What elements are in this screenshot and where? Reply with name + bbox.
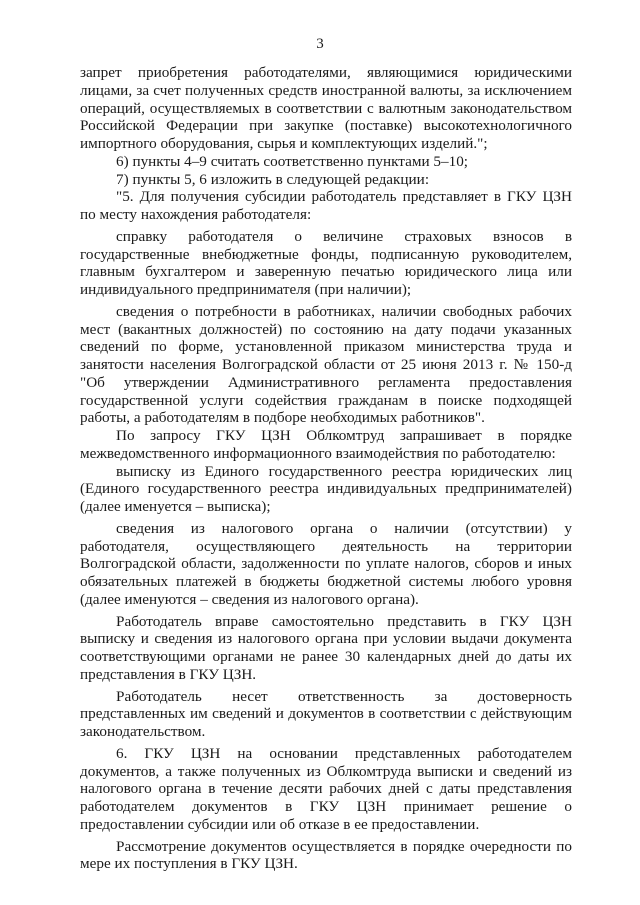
paragraph-tax-info: сведения из налогового органа о наличии (отсутствии) у работодателя, осуществляющего деятельность на территории Волгоградской области, задолженности по уплате налогов, сборов и иных обязательных платежей в бюджеты бюджетной системы любого уровня (далее именуются – сведения из налогового органа). [80,519,572,608]
document-body [80,64,572,873]
paragraph-insurance-certificate: справку работодателя о величине страховых взносов в государственные внебюджетные фонды, подписанную руководителем, главным бухгалтером и заверенную печатью юридического лица или индивидуального предпринимателя (при наличии); [80,227,572,298]
paragraph-responsibility: Работодатель несет ответственность за достоверность представленных им сведений и документов в соответствии с действующим законодательством. [80,687,572,740]
paragraph-vacancy-info: сведения о потребности в работниках, наличии свободных рабочих мест (вакантных должностей) по состоянию на дату подачи указанных сведений по форме, установленной приказом министерства труда и занятости населения Волгоградской области от 25 июня 2013 г. № 150-д "Об утверждении Административного регламента предоставления государственной услуги содействия гражданам в поиске подходящей работы, а работодателям в подборе необходимых работников". [80,302,572,427]
paragraph-prohibition: запрет приобретения работодателями, являющимися юридическими лицами, за счет полученных средств иностранной валюты, за исключением операций, осуществляемых в соответствии с валютным законодательством Российской Федерации при закупке (поставке) высокотехнологичного импортного оборудования, сырья и комплектующих изделий."; [80,64,572,152]
paragraph-registry-extract: выписку из Единого государственного реестра юридических лиц (Единого государственного реестра индивидуальных предпринимателей) (далее именуется – выписка); [80,462,572,515]
paragraph-interagency-request: По запросу ГКУ ЦЗН Облкомтруд запрашивает в порядке межведомственного информационного взаимодействия по работодателю: [80,427,572,462]
paragraph-review-order: Рассмотрение документов осуществляется в порядке очередности по мере их поступления в ГКУ ЦЗН. [80,837,572,873]
paragraph-self-submission: Работодатель вправе самостоятельно представить в ГКУ ЦЗН выписку и сведения из налогового органа при условии выдачи документа соответствующими органами не ранее 30 календарных дней до даты их представления в ГКУ ЦЗН. [80,612,572,683]
paragraph-point-5: "5. Для получения субсидии работодатель представляет в ГКУ ЦЗН по месту нахождения работодателя: [80,188,572,223]
paragraph-point-6: 6. ГКУ ЦЗН на основании представленных работодателем документов, а также полученных из Облкомтруда выписки и сведений из налогового органа в течение десяти рабочих дней с даты представления работодателем документов в ГКУ ЦЗН принимает решение о предоставлении субсидии или об отказе в ее предоставлении. [80,744,572,833]
paragraph-item-7: 7) пункты 5, 6 изложить в следующей редакции: [116,170,430,188]
page-number: 3 [316,36,324,52]
paragraph-item-6: 6) пункты 4–9 считать соответственно пунктами 5–10; [116,152,469,170]
